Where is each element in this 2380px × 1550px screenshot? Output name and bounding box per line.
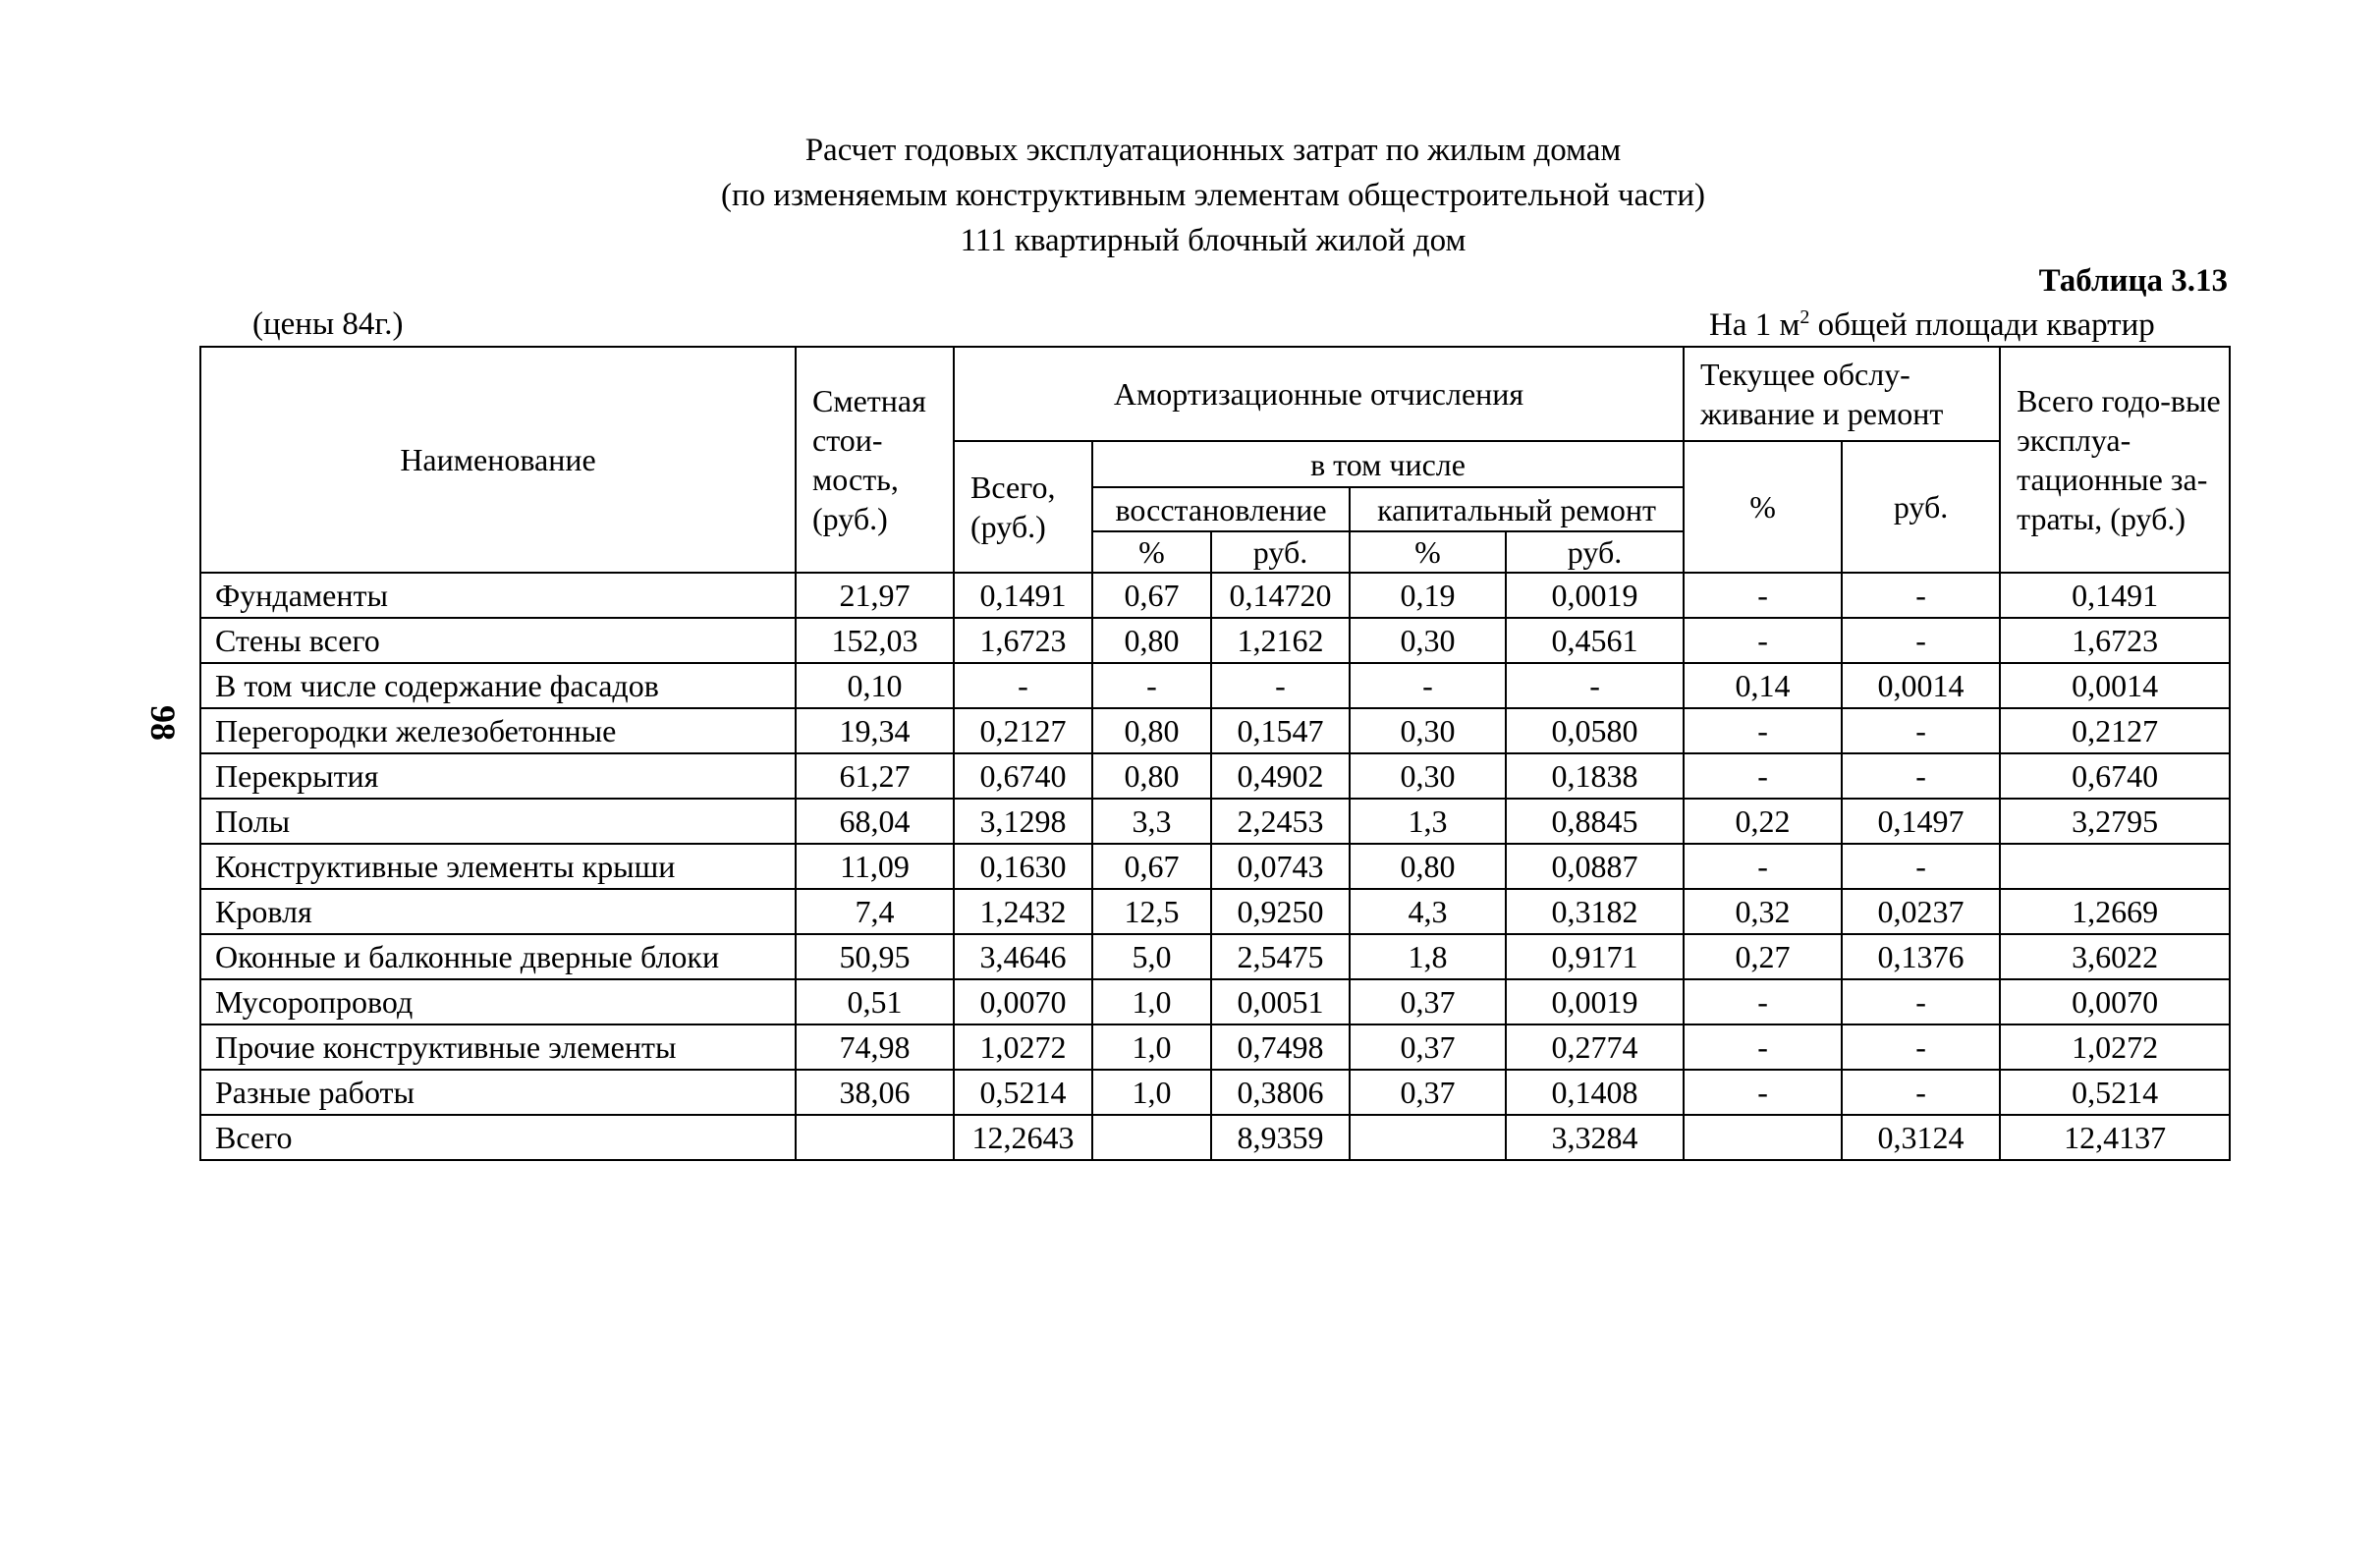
cell-rest-pct: 1,0 bbox=[1092, 979, 1211, 1024]
title-line-2: (по изменяемым конструктивным элементам общестроительной части) bbox=[720, 178, 1705, 213]
cell-m-pct: - bbox=[1684, 979, 1842, 1024]
cell-m-rub: - bbox=[1842, 979, 2000, 1024]
cell-rest-rub: 0,3806 bbox=[1211, 1070, 1350, 1115]
cell-rest-pct: 0,80 bbox=[1092, 618, 1211, 663]
cell-cost: 74,98 bbox=[796, 1024, 954, 1070]
cell-rest-rub: 2,2453 bbox=[1211, 799, 1350, 844]
header-including: в том числе bbox=[1092, 441, 1684, 487]
cell-rest-rub: 0,9250 bbox=[1211, 889, 1350, 934]
cell-cap-pct: 0,80 bbox=[1350, 844, 1506, 889]
cell-name: Конструктивные элементы крыши bbox=[200, 844, 796, 889]
cell-rest-pct: 5,0 bbox=[1092, 934, 1211, 979]
cell-name: Полы bbox=[200, 799, 796, 844]
unit-note bbox=[1709, 306, 2155, 344]
cell-rest-rub: 0,14720 bbox=[1211, 573, 1350, 618]
cell-annual: 0,2127 bbox=[2000, 708, 2230, 753]
cell-cap-pct: 0,37 bbox=[1350, 979, 1506, 1024]
cell-rest-pct: 1,0 bbox=[1092, 1024, 1211, 1070]
cell-cap-pct: 0,37 bbox=[1350, 1024, 1506, 1070]
cell-cost: 7,4 bbox=[796, 889, 954, 934]
cell-cap-pct: 0,19 bbox=[1350, 573, 1506, 618]
cell-m-rub: - bbox=[1842, 573, 2000, 618]
header-restoration-rub: руб. bbox=[1211, 531, 1350, 573]
cell-cost: 50,95 bbox=[796, 934, 954, 979]
cell-name: Всего bbox=[200, 1115, 796, 1160]
cell-m-pct: 0,32 bbox=[1684, 889, 1842, 934]
cell-cap-pct: 1,3 bbox=[1350, 799, 1506, 844]
header-amort-total: Всего, (руб.) bbox=[954, 441, 1092, 573]
header-name: Наименование bbox=[200, 347, 796, 573]
cell-total: 1,2432 bbox=[954, 889, 1092, 934]
cell-annual: 0,1491 bbox=[2000, 573, 2230, 618]
cell-rest-rub: 0,4902 bbox=[1211, 753, 1350, 799]
cell-total: 0,1630 bbox=[954, 844, 1092, 889]
cell-cap-rub: 0,2774 bbox=[1506, 1024, 1684, 1070]
unit-note-suffix: общей площади квартир bbox=[1809, 307, 2155, 343]
cell-annual: 1,0272 bbox=[2000, 1024, 2230, 1070]
cell-name: Разные работы bbox=[200, 1070, 796, 1115]
cell-m-pct bbox=[1684, 1115, 1842, 1160]
cell-cap-rub: 0,1838 bbox=[1506, 753, 1684, 799]
unit-note-prefix: На 1 м bbox=[1709, 307, 1800, 343]
table-row bbox=[200, 844, 2230, 889]
cell-cost: 68,04 bbox=[796, 799, 954, 844]
cell-rest-pct: - bbox=[1092, 663, 1211, 708]
cell-cap-rub: 0,0019 bbox=[1506, 573, 1684, 618]
cell-m-rub: 0,0237 bbox=[1842, 889, 2000, 934]
cell-m-rub: - bbox=[1842, 844, 2000, 889]
cell-total: 0,0070 bbox=[954, 979, 1092, 1024]
table-row bbox=[200, 663, 2230, 708]
cell-rest-rub: 0,0743 bbox=[1211, 844, 1350, 889]
table-row bbox=[200, 1024, 2230, 1070]
cell-m-pct: - bbox=[1684, 708, 1842, 753]
cell-cost: 152,03 bbox=[796, 618, 954, 663]
cell-cost: 61,27 bbox=[796, 753, 954, 799]
cell-total: - bbox=[954, 663, 1092, 708]
cell-name: Перегородки железобетонные bbox=[200, 708, 796, 753]
cell-total: 1,0272 bbox=[954, 1024, 1092, 1070]
cell-cost: 21,97 bbox=[796, 573, 954, 618]
header-capital-pct: % bbox=[1350, 531, 1506, 573]
cell-cap-pct: 0,30 bbox=[1350, 618, 1506, 663]
cell-cost: 0,51 bbox=[796, 979, 954, 1024]
header-estimated-cost: Сметная стои-мость, (руб.) bbox=[796, 347, 954, 573]
cell-total: 0,5214 bbox=[954, 1070, 1092, 1115]
cell-cap-rub: 0,9171 bbox=[1506, 934, 1684, 979]
cell-m-rub: 0,1497 bbox=[1842, 799, 2000, 844]
cell-rest-pct: 3,3 bbox=[1092, 799, 1211, 844]
cell-total: 1,6723 bbox=[954, 618, 1092, 663]
header-total-annual: Всего годо-вые эксплуа-тационные за-траты, (руб.) bbox=[2000, 347, 2230, 573]
table-body bbox=[200, 573, 2230, 1160]
cell-cap-rub: - bbox=[1506, 663, 1684, 708]
cell-total: 3,4646 bbox=[954, 934, 1092, 979]
cost-table bbox=[199, 346, 2231, 1161]
table-row bbox=[200, 934, 2230, 979]
table-row bbox=[200, 979, 2230, 1024]
cell-m-rub: 0,3124 bbox=[1842, 1115, 2000, 1160]
cell-total: 3,1298 bbox=[954, 799, 1092, 844]
cell-m-rub: - bbox=[1842, 708, 2000, 753]
cell-m-pct: - bbox=[1684, 618, 1842, 663]
cell-cap-pct: 0,30 bbox=[1350, 753, 1506, 799]
cell-m-pct: - bbox=[1684, 753, 1842, 799]
table-row bbox=[200, 618, 2230, 663]
cell-rest-pct: 0,80 bbox=[1092, 753, 1211, 799]
cell-cost: 38,06 bbox=[796, 1070, 954, 1115]
title-line-3: 111 квартирный блочный жилой дом bbox=[960, 223, 1467, 258]
cell-m-pct: - bbox=[1684, 1070, 1842, 1115]
cell-cap-rub: 0,0580 bbox=[1506, 708, 1684, 753]
cell-m-pct: - bbox=[1684, 844, 1842, 889]
cell-name: Кровля bbox=[200, 889, 796, 934]
cell-cap-pct: 0,30 bbox=[1350, 708, 1506, 753]
cell-annual: 0,0070 bbox=[2000, 979, 2230, 1024]
cell-cap-rub: 0,4561 bbox=[1506, 618, 1684, 663]
cell-name: Фундаменты bbox=[200, 573, 796, 618]
cell-cap-pct: 4,3 bbox=[1350, 889, 1506, 934]
unit-note-superscript: 2 bbox=[1799, 306, 1810, 328]
table-row bbox=[200, 708, 2230, 753]
cell-annual: 0,0014 bbox=[2000, 663, 2230, 708]
cell-rest-pct: 0,80 bbox=[1092, 708, 1211, 753]
cell-m-pct: - bbox=[1684, 573, 1842, 618]
cell-rest-pct bbox=[1092, 1115, 1211, 1160]
prices-note: (цены 84г.) bbox=[252, 306, 404, 342]
header-capital-rub: руб. bbox=[1506, 531, 1684, 573]
cell-annual: 1,6723 bbox=[2000, 618, 2230, 663]
cell-cap-pct: 0,37 bbox=[1350, 1070, 1506, 1115]
header-maintenance: Текущее обслу-живание и ремонт bbox=[1684, 347, 2000, 441]
cell-m-pct: - bbox=[1684, 1024, 1842, 1070]
cell-rest-rub: 2,5475 bbox=[1211, 934, 1350, 979]
cell-cap-rub: 0,0887 bbox=[1506, 844, 1684, 889]
cell-m-rub: - bbox=[1842, 618, 2000, 663]
cell-cost: 0,10 bbox=[796, 663, 954, 708]
cell-m-rub: - bbox=[1842, 1070, 2000, 1115]
cell-annual: 3,2795 bbox=[2000, 799, 2230, 844]
cell-cap-rub: 0,8845 bbox=[1506, 799, 1684, 844]
cell-m-pct: 0,14 bbox=[1684, 663, 1842, 708]
cell-name: Оконные и балконные дверные блоки bbox=[200, 934, 796, 979]
page-number: 98 bbox=[143, 705, 183, 741]
cell-name: Перекрытия bbox=[200, 753, 796, 799]
cell-total: 0,1491 bbox=[954, 573, 1092, 618]
cell-rest-pct: 1,0 bbox=[1092, 1070, 1211, 1115]
cell-m-rub: 0,0014 bbox=[1842, 663, 2000, 708]
cell-annual: 12,4137 bbox=[2000, 1115, 2230, 1160]
cell-cost: 11,09 bbox=[796, 844, 954, 889]
cell-cost bbox=[796, 1115, 954, 1160]
cell-rest-pct: 0,67 bbox=[1092, 573, 1211, 618]
cell-m-pct: 0,22 bbox=[1684, 799, 1842, 844]
cell-cap-pct bbox=[1350, 1115, 1506, 1160]
cell-name: Прочие конструктивные элементы bbox=[200, 1024, 796, 1070]
header-maint-pct: % bbox=[1684, 441, 1842, 573]
cell-annual: 1,2669 bbox=[2000, 889, 2230, 934]
table-row bbox=[200, 889, 2230, 934]
title-line-1: Расчет годовых эксплуатационных затрат по жилым домам bbox=[804, 133, 1622, 168]
header-restoration: восстановление bbox=[1092, 487, 1350, 531]
cell-rest-rub: 0,0051 bbox=[1211, 979, 1350, 1024]
cell-cap-pct: - bbox=[1350, 663, 1506, 708]
cell-cap-pct: 1,8 bbox=[1350, 934, 1506, 979]
cell-cost: 19,34 bbox=[796, 708, 954, 753]
cell-annual: 0,6740 bbox=[2000, 753, 2230, 799]
header-maint-rub: руб. bbox=[1842, 441, 2000, 573]
cell-name: Стены всего bbox=[200, 618, 796, 663]
cell-cap-rub: 0,1408 bbox=[1506, 1070, 1684, 1115]
table-row bbox=[200, 799, 2230, 844]
document-title bbox=[0, 128, 2380, 263]
cell-rest-pct: 0,67 bbox=[1092, 844, 1211, 889]
cell-m-rub: - bbox=[1842, 1024, 2000, 1070]
cell-name: Мусоропровод bbox=[200, 979, 796, 1024]
table-row bbox=[200, 573, 2230, 618]
cell-rest-pct: 12,5 bbox=[1092, 889, 1211, 934]
cell-cap-rub: 3,3284 bbox=[1506, 1115, 1684, 1160]
cell-m-pct: 0,27 bbox=[1684, 934, 1842, 979]
table-row bbox=[200, 753, 2230, 799]
header-amortization: Амортизационные отчисления bbox=[954, 347, 1684, 441]
cell-m-rub: 0,1376 bbox=[1842, 934, 2000, 979]
cell-name: В том числе содержание фасадов bbox=[200, 663, 796, 708]
cell-m-rub: - bbox=[1842, 753, 2000, 799]
cell-annual: 3,6022 bbox=[2000, 934, 2230, 979]
table-row bbox=[200, 1115, 2230, 1160]
table-row bbox=[200, 1070, 2230, 1115]
header-restoration-pct: % bbox=[1092, 531, 1211, 573]
cell-rest-rub: 8,9359 bbox=[1211, 1115, 1350, 1160]
cell-rest-rub: 0,7498 bbox=[1211, 1024, 1350, 1070]
cell-rest-rub: 1,2162 bbox=[1211, 618, 1350, 663]
cell-total: 0,2127 bbox=[954, 708, 1092, 753]
header-capital-repair: капитальный ремонт bbox=[1350, 487, 1684, 531]
cell-annual: 0,5214 bbox=[2000, 1070, 2230, 1115]
cell-annual bbox=[2000, 844, 2230, 889]
cell-rest-rub: - bbox=[1211, 663, 1350, 708]
cell-cap-rub: 0,0019 bbox=[1506, 979, 1684, 1024]
cell-cap-rub: 0,3182 bbox=[1506, 889, 1684, 934]
cell-total: 0,6740 bbox=[954, 753, 1092, 799]
cell-rest-rub: 0,1547 bbox=[1211, 708, 1350, 753]
table-number: Таблица 3.13 bbox=[2038, 263, 2228, 299]
cell-total: 12,2643 bbox=[954, 1115, 1092, 1160]
